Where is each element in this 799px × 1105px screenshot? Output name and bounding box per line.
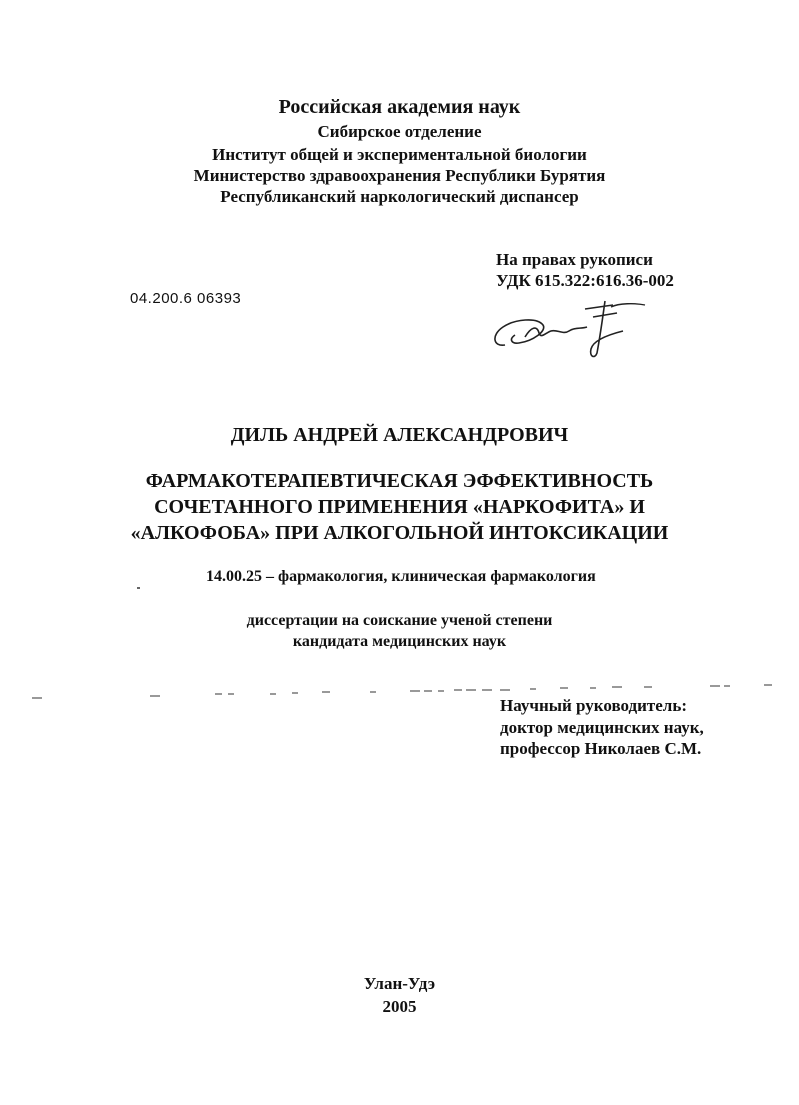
city: Улан-Удэ: [363, 974, 436, 993]
title-line-2: СОЧЕТАННОГО ПРИМЕНЕНИЯ «НАРКОФИТА» И: [154, 496, 645, 518]
degree-line-2: кандидата медицинских наук: [292, 633, 507, 650]
udk-code: УДК 615.322:616.36-002: [496, 271, 674, 290]
title-line-1: ФАРМАКОТЕРАПЕВТИЧЕСКАЯ ЭФФЕКТИВНОСТЬ: [145, 470, 654, 492]
year: 2005: [382, 997, 417, 1016]
degree-line-1: диссертации на соискание ученой степени: [246, 612, 553, 629]
author-name: ДИЛЬ АНДРЕЙ АЛЕКСАНДРОВИЧ: [230, 424, 569, 446]
supervisor-degree: доктор медицинских наук,: [500, 718, 704, 737]
scan-speck: [137, 587, 140, 589]
manuscript-rights-label: На правах рукописи: [496, 250, 653, 269]
org-institute: Институт общей и экспериментальной биологии: [212, 145, 587, 164]
org-dispensary: Республиканский наркологический диспансер: [220, 187, 579, 206]
org-academy: Российская академия наук: [278, 96, 521, 118]
supervisor-name: профессор Николаев С.М.: [500, 739, 702, 758]
org-branch: Сибирское отделение: [317, 122, 482, 141]
specialty-code: 14.00.25 – фармакология, клиническая фармакология: [206, 568, 596, 585]
signature-icon: [485, 297, 665, 367]
org-ministry: Министерство здравоохранения Республики Бурятия: [193, 166, 606, 185]
supervisor-label: Научный руководитель:: [500, 696, 687, 715]
title-line-3: «АЛКОФОБА» ПРИ АЛКОГОЛЬНОЙ ИНТОКСИКАЦИИ: [130, 522, 669, 544]
catalog-code: 04.200.6 06393: [130, 290, 242, 307]
